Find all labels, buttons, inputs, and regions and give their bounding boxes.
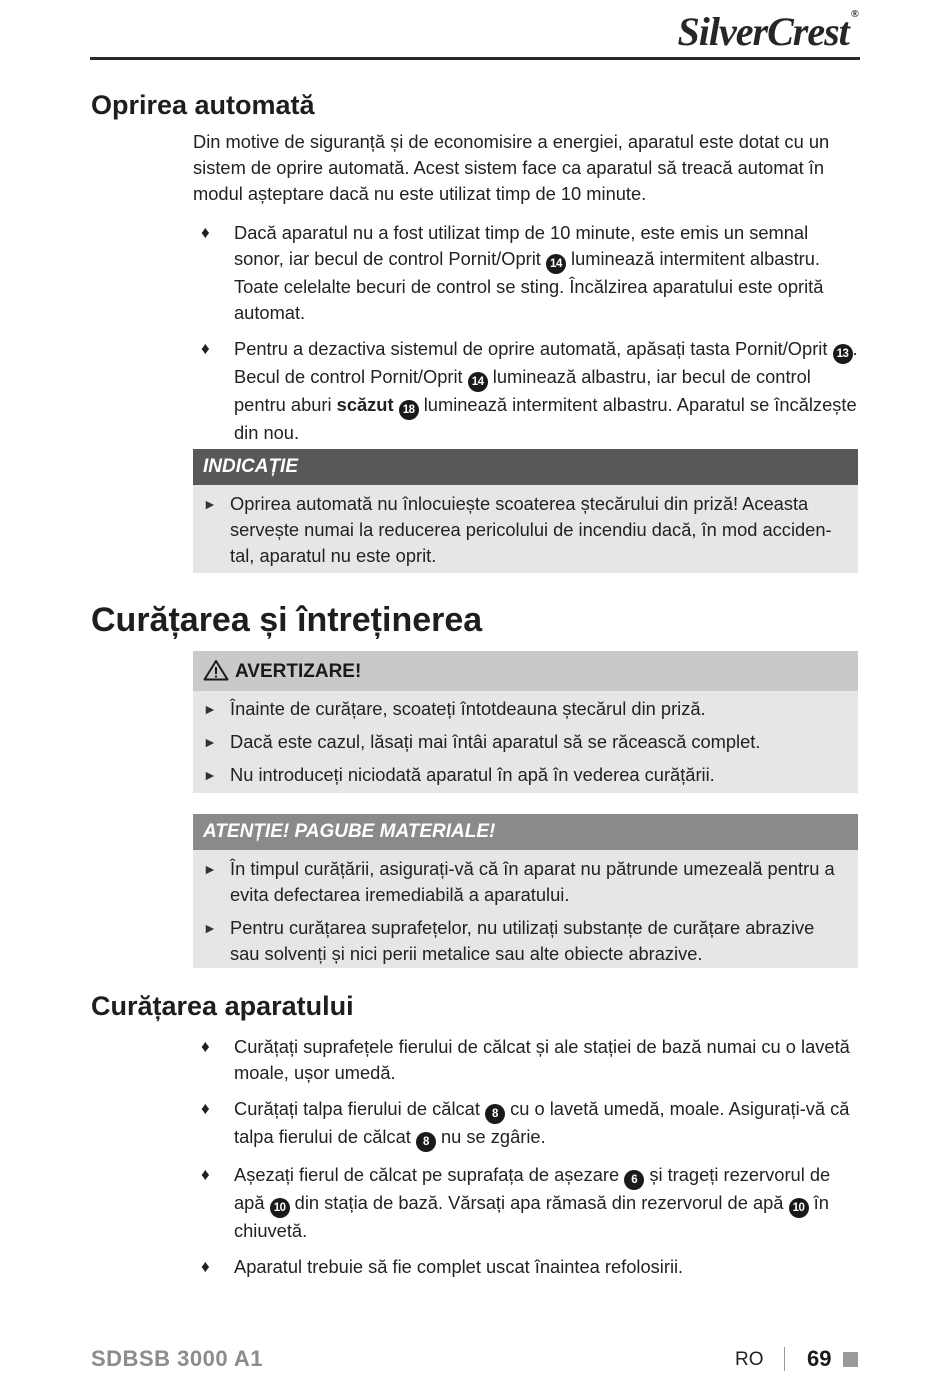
diamond-bullet-icon: ♦ xyxy=(201,339,210,358)
diamond-bullet-icon: ♦ xyxy=(201,1037,210,1056)
diamond-bullet-icon: ♦ xyxy=(201,223,210,242)
caution-box xyxy=(193,814,858,968)
list-item: ♦ Dacă aparatul nu a fost utilizat timp de 10 minute, este emis un semnal sonor, iar becul de control Pornit/Oprit 14 luminează intermitent albastru. Toate celelalte becuri de control se sting. Încălzirea aparatului este oprită automat. xyxy=(201,222,824,323)
footer-language: RO xyxy=(735,1349,764,1370)
warning-header: AVERTIZARE! xyxy=(193,651,858,691)
brand-logo: SilverCrest ® xyxy=(677,8,858,54)
note-box xyxy=(193,449,858,573)
callout-number: 8 xyxy=(416,1132,436,1152)
list-item: ♦ Curățați suprafețele fierului de călcat și ale stației de bază numai cu o lavetă moale, ușor umedă. xyxy=(201,1036,850,1083)
list-item: ♦ Aparatul trebuie să fie complet uscat înaintea refolosirii. xyxy=(193,1254,858,1280)
arrow-bullet-icon: ► xyxy=(203,496,217,512)
callout-number: 14 xyxy=(468,372,488,392)
section-title-auto-off: Oprirea automată xyxy=(91,90,315,120)
list-item: ► Înainte de curățare, scoateți întotdeauna ștecărul din priză. xyxy=(193,696,848,722)
auto-off-bullets xyxy=(193,220,858,456)
diamond-bullet-icon: ♦ xyxy=(201,1257,210,1276)
arrow-bullet-icon: ► xyxy=(203,767,217,783)
callout-number: 14 xyxy=(546,254,566,274)
arrow-bullet-icon: ► xyxy=(203,920,217,936)
arrow-bullet-icon: ► xyxy=(203,734,217,750)
note-title: INDICAȚIE xyxy=(193,449,858,485)
callout-number: 13 xyxy=(833,344,853,364)
intro-paragraph: Din motive de siguranță și de economisire a energiei, aparatul este dotat cu un sistem de oprire automată. Acest sistem face ca aparatul să treacă automat în modul așteptare dacă nu este utilizat timp de 10 minute. xyxy=(193,131,830,204)
diamond-bullet-icon: ♦ xyxy=(201,1099,210,1118)
footer-divider xyxy=(784,1347,785,1371)
list-item: ► Pentru curățarea suprafețelor, nu utilizați substanțe de curățare abrazive sau solvenți și nici perii metalice sau alte obiecte abrazive. xyxy=(203,917,815,964)
arrow-bullet-icon: ► xyxy=(203,701,217,717)
section-title-device-cleaning: Curățarea aparatului xyxy=(91,991,354,1021)
warning-triangle-icon xyxy=(203,659,229,681)
list-item: ♦ Așezați fierul de călcat pe suprafața de așezare 6 și trageți rezervorul de apă 10 din stația de bază. Vărsați apa rămasă din rezervorul de apă 10 în chiuvetă. xyxy=(201,1164,831,1241)
warning-box xyxy=(193,651,858,793)
list-item: ► Oprirea automată nu înlocuiește scoaterea ștecărului din priză! Aceasta servește numai la reducerea pericolului de incendiu dacă, în mod acciden-tal, aparatul nu este oprit. xyxy=(203,493,832,566)
callout-number: 10 xyxy=(789,1198,809,1218)
square-marker-icon xyxy=(843,1352,858,1367)
footer-model: SDBSB 3000 A1 xyxy=(91,1346,263,1371)
section-title-cleaning: Curățarea și întreținerea xyxy=(91,601,483,639)
header-rule xyxy=(90,57,860,60)
list-item: ► Dacă este cazul, lăsați mai întâi aparatul să se răcească complet. xyxy=(193,729,848,755)
arrow-bullet-icon: ► xyxy=(203,861,217,877)
callout-number: 6 xyxy=(624,1170,644,1190)
callout-number: 18 xyxy=(399,400,419,420)
caution-title: ATENȚIE! PAGUBE MATERIALE! xyxy=(193,814,858,850)
list-item: ♦ Curățați talpa fierului de călcat 8 cu o lavetă umedă, moale. Asigurați-vă că talpa fierului de călcat 8 nu se zgârie. xyxy=(193,1096,858,1152)
callout-number: 8 xyxy=(485,1104,505,1124)
list-item: ♦ Pentru a dezactiva sistemul de oprire automată, apăsați tasta Pornit/Oprit 13 . Becul de control Pornit/Oprit 14 luminează albastru, iar becul de control pentru aburi scăzut 18 luminează intermitent albastru. Aparatul se încălzește din nou. xyxy=(201,338,858,443)
list-item: ► În timpul curățării, asigurați-vă că în aparat nu pătrunde umezeală pentru a evita defectarea iremediabilă a aparatului. xyxy=(203,858,835,905)
page-number: 69 xyxy=(807,1346,832,1371)
list-item: ► Nu introduceți niciodată aparatul în apă în vederea curățării. xyxy=(193,762,848,788)
callout-number: 10 xyxy=(270,1198,290,1218)
device-cleaning-bullets xyxy=(193,1034,858,1290)
diamond-bullet-icon: ♦ xyxy=(201,1165,210,1184)
